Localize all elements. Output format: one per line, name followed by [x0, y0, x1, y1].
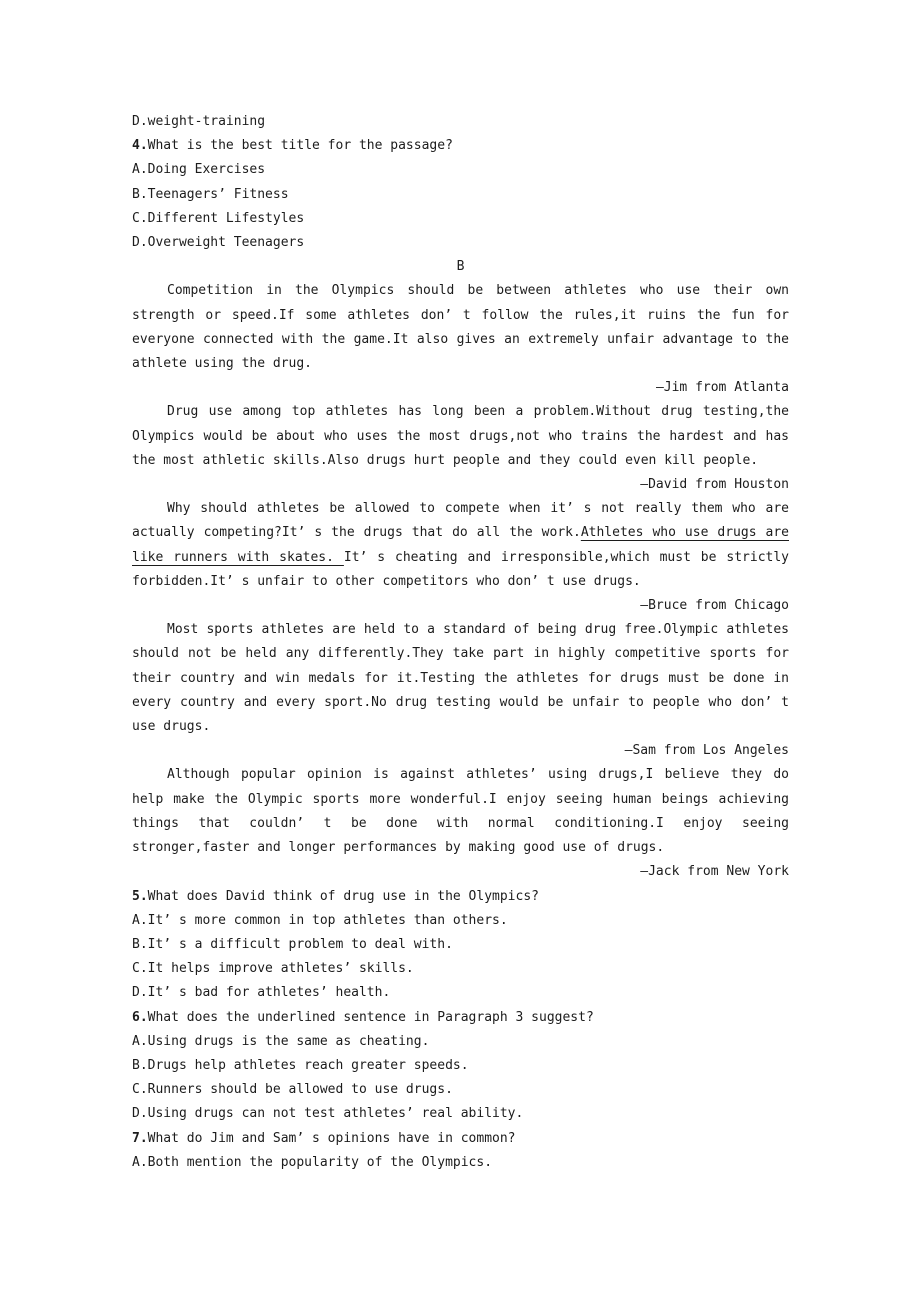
question-4-option-c: C.Different Lifestyles [132, 210, 305, 226]
section-label: B [456, 259, 465, 275]
option-line: D.weight-training [132, 114, 266, 129]
question-text: What does David think of drug use in the Olympics? [147, 888, 539, 904]
passage-paragraph-3 [132, 497, 789, 594]
question-6-option-b: B.Drugs help athletes reach greater speeds. [132, 1057, 469, 1073]
question-6-option-c: C.Runners should be allowed to use drugs. [132, 1082, 453, 1098]
question-number: 4. [132, 138, 148, 154]
passage-paragraph-1: Competition in the Olympics should be between athletes who use their own strength or speed.If some athletes don’ t follow the rules,it ruins the fun for everyone connected with the game.It also gives an extremely unfair advantage to the athlete using the drug. [132, 283, 789, 372]
attribution-bruce: —Bruce from Chicago [640, 598, 789, 614]
question-text: What does the underlined sentence in Paragraph 3 suggest? [147, 1009, 594, 1025]
question-5-option-d: D.It’ s bad for athletes’ health. [132, 985, 391, 1001]
question-5-option-b: B.It’ s a difficult problem to deal with. [132, 936, 453, 952]
question-text: What do Jim and Sam’ s opinions have in common? [147, 1130, 516, 1146]
attribution-jack: —Jack from New York [640, 864, 789, 880]
underlined-sentence: Athletes who use drugs are like runners with skates. [132, 525, 789, 565]
question-4-option-a: A.Doing Exercises [132, 162, 266, 178]
question-5-option-c: C.It helps improve athletes’ skills. [132, 961, 414, 977]
passage-paragraph-4: Most sports athletes are held to a standard of being drug free.Olympic athletes should not be held any differently.They take part in highly competitive sports for their country and win medals for it.Testing the athletes for drugs must be done in every country and every sport.No drug testing would be unfair to people who don’ t use drugs. [132, 622, 789, 735]
passage-paragraph-2: Drug use among top athletes has long been a problem.Without drug testing,the Olympics would be about who uses the most drugs,not who trains the hardest and has the most athletic skills.Also drugs hurt people and they could even kill people. [132, 404, 789, 468]
question-6 [132, 1006, 789, 1030]
paragraph-text-segment: Why should athletes be allowed to compete when it’ s not really them who are actually competing?It’ s the drugs that do all the work. [132, 501, 789, 541]
question-number: 7. [132, 1130, 148, 1146]
document-content [132, 110, 789, 1175]
attribution-sam: —Sam from Los Angeles [624, 743, 789, 759]
attribution-jim: —Jim from Atlanta [655, 380, 789, 396]
attribution-david: —David from Houston [640, 477, 789, 493]
question-6-option-d: D.Using drugs can not test athletes’ real ability. [132, 1106, 524, 1122]
question-text: What is the best title for the passage? [147, 138, 453, 154]
question-7 [132, 1127, 789, 1151]
passage-paragraph-5: Although popular opinion is against athletes’ using drugs,I believe they do help make the Olympic sports more wonderful.I enjoy seeing human beings achieving things that couldn’ t be done with normal conditioning.I enjoy seeing stronger,faster and longer performances by making good use of drugs. [132, 767, 789, 856]
question-number: 5. [132, 888, 148, 904]
question-4-option-b: B.Teenagers’ Fitness [132, 186, 289, 202]
question-4-option-d: D.Overweight Teenagers [132, 235, 305, 251]
question-6-option-a: A.Using drugs is the same as cheating. [132, 1033, 430, 1049]
question-5 [132, 885, 789, 909]
question-7-option-a: A.Both mention the popularity of the Olympics. [132, 1154, 493, 1170]
question-number: 6. [132, 1009, 148, 1025]
paragraph-text-segment: It’ s cheating and irresponsible,which must be strictly forbidden.It’ s unfair to other competitors who don’ t use drugs. [132, 549, 789, 589]
question-5-option-a: A.It’ s more common in top athletes than others. [132, 912, 508, 928]
question-4 [132, 134, 789, 158]
